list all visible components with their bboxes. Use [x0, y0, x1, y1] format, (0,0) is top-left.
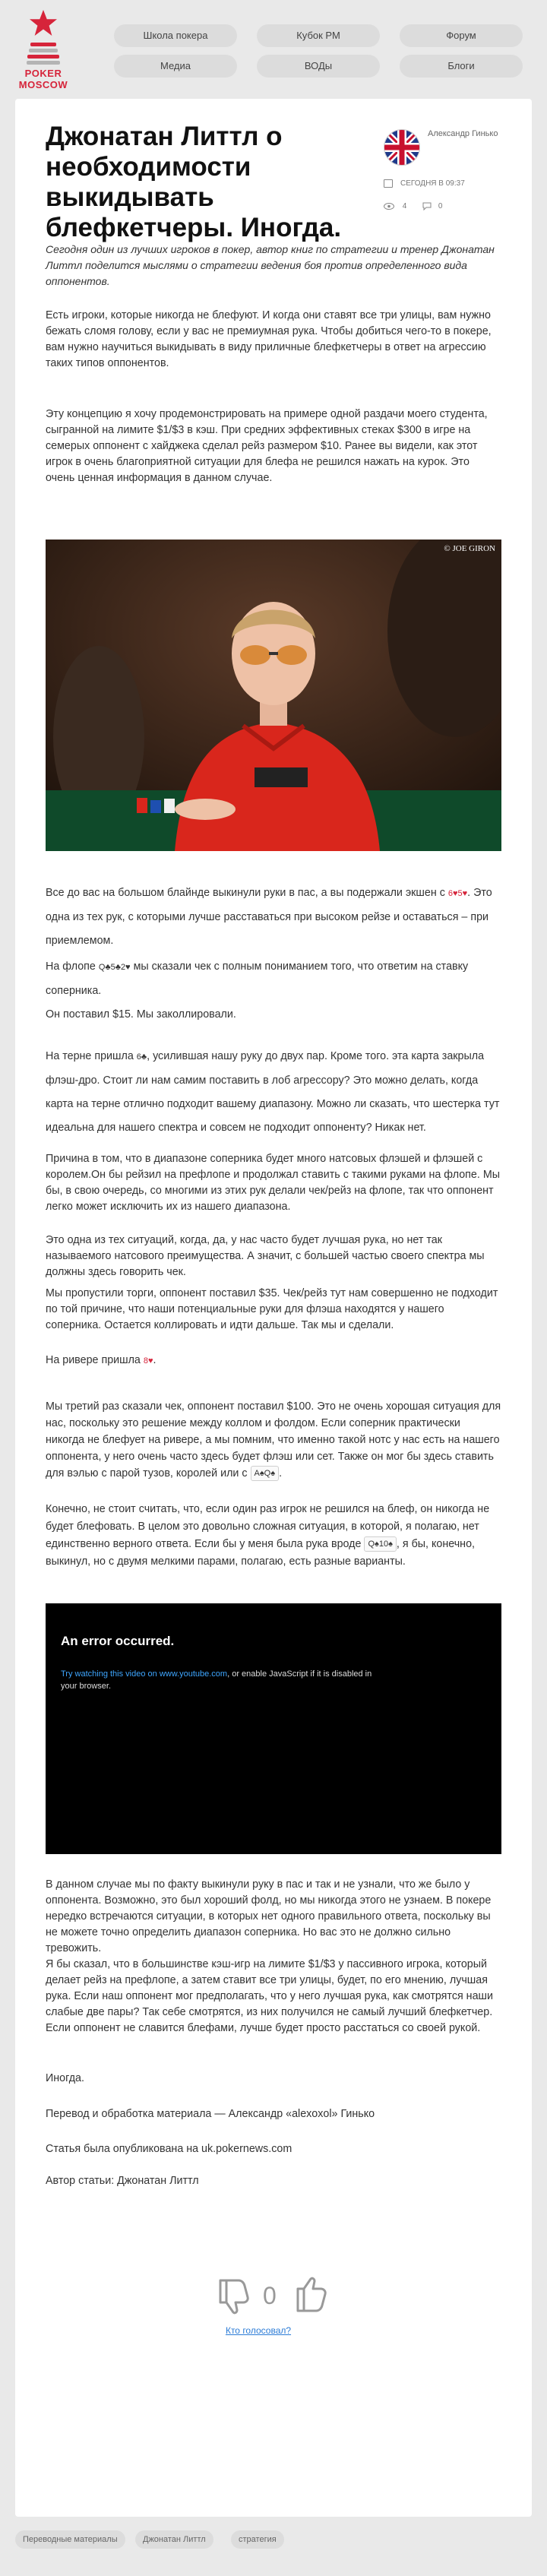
- paragraph-12-text-a: Конечно, не стоит считать, что, если один раз игрок не решился на блеф, он никогда не будет блефовать. В целом это довольно сложная ситуация, в которой, я полагаю, нет единственно верного ответа. Если бы у меня была рука вроде: [46, 1503, 490, 1550]
- nav-media[interactable]: Медиа: [114, 55, 237, 78]
- article-card: [15, 99, 532, 2517]
- tag-list: [15, 2530, 532, 2553]
- hand-chip-aq: A♠Q♠: [251, 1466, 280, 1481]
- article-lead: Сегодня один из лучших игроков в покер, автор книг по стратегии и тренер Джонатан Литтл поделится мыслями о стратегии ведения боя против определенного вида оппонентов.: [46, 243, 495, 287]
- tag-translated[interactable]: Переводные материалы: [15, 2530, 125, 2549]
- paragraph-9: Мы пропустили торги, оппонент поставил $35. Чек/рейз тут нам совершенно не подходит по той причине, что наши потенциальные руки для флэша находятся у нашего соперника. Остается коллировать и идти дальше. Так мы и сделали.: [46, 1287, 498, 1331]
- paragraph-4-text-a: На флопе: [46, 960, 99, 973]
- paragraph-11-text-a: Мы третий раз сказали чек, оппонент поставил $100. Это не очень хорошая ситуация для нас, поскольку это решение между коллом и фолдом. Если соперник практически никогда не блефует на ривере, а мы помним, что именно такой нотс у нас есть на нашего оппонента, у него очень часто здесь будет флэш или сет. Также он мог бы здесь ставить для вэлью с парой тузов, королей или с: [46, 1400, 501, 1479]
- nav-blogs[interactable]: Блоги: [400, 55, 523, 78]
- star-icon: [29, 9, 58, 36]
- paragraph-6-text-b: , усилившая нашу руку до двух пар. Кроме того. эта карта закрыла флэш-дро. Стоит ли нам самим поставить в лоб агрессору? Это можно делать, когда карта на терне отлично подходит вашему диапазону. Можно ли сказать, что шестерка тут идеальна для нашего спектра и совсем не подходит оппоненту? Никак нет.: [46, 1050, 500, 1134]
- hand-chip-q10: Q♠10♠: [364, 1536, 396, 1552]
- article-photo: [46, 540, 501, 851]
- paragraph-4: [46, 955, 501, 1003]
- article-title: Джонатан Литтл о необходимости выкидывать блефкетчеры. Иногда.: [46, 122, 342, 242]
- player-photo-illustration: [46, 540, 501, 851]
- nav-forum[interactable]: Форум: [400, 24, 523, 47]
- eye-icon: [384, 203, 394, 210]
- paragraph-3-text-a: Все до вас на большом блайнде выкинули руки в пас, а вы подержали экшен с: [46, 887, 448, 899]
- vote-count: 0: [263, 2282, 277, 2309]
- logo-text-moscow: MOSCOW: [18, 79, 68, 90]
- video-error-title: An error occurred.: [61, 1634, 175, 1648]
- chip-stack-icon: [27, 43, 60, 65]
- views-count: 4: [402, 202, 407, 210]
- comment-icon: [422, 202, 432, 210]
- paragraph-13: В данном случае мы по факту выкинули руку в пас и так и не узнали, что же было у оппонента. Возможно, это был хороший фолд, но мы никогда этого не узнаем. В покере нередко встречаются ситуации, в которых нет одного правильного ответа, поскольку вы не можете точно определить диапазон соперника. Но вас это не должно сильно тревожить.: [46, 1878, 492, 1954]
- article-stats: [384, 202, 442, 210]
- paragraph-6-text-a: На терне пришла: [46, 1050, 137, 1062]
- turn-card: 6♣: [136, 1052, 147, 1062]
- paragraph-11-text-b: .: [279, 1467, 283, 1479]
- paragraph-18: Автор статьи: Джонатан Литтл: [46, 2175, 199, 2187]
- paragraph-15: Иногда.: [46, 2072, 84, 2084]
- nav-hand-reviews[interactable]: ВОДы: [257, 55, 380, 78]
- thumbs-down-icon[interactable]: [213, 2276, 252, 2315]
- nav-rm-cup[interactable]: Кубок РМ: [257, 24, 380, 47]
- avatar[interactable]: [384, 129, 420, 166]
- nav-poker-school[interactable]: Школа покера: [114, 24, 237, 47]
- paragraph-17: Статья была опубликована на uk.pokernews.com: [46, 2143, 292, 2155]
- flop-cards: Q♣5♣2♥: [98, 963, 131, 972]
- publish-date: [384, 179, 465, 188]
- video-error-rest: , or enable JavaScript if it is disabled in your browser.: [61, 1669, 372, 1691]
- paragraph-12-text-b: , я бы, конечно, выкинул, но с двумя мелкими парами, полагаю, есть разные варианты.: [46, 1538, 475, 1568]
- logo-text-poker: POKER: [24, 68, 62, 79]
- video-error-message: [61, 1668, 387, 1692]
- paragraph-6: [46, 1045, 501, 1140]
- publish-date-text: СЕГОДНЯ В 09:37: [400, 179, 465, 188]
- paragraph-16: Перевод и обработка материала — Александр «alexoxol» Гинько: [46, 2108, 375, 2120]
- photo-credit: © JOE GIRON: [444, 544, 495, 553]
- tag-jonathan-little[interactable]: Джонатан Литтл: [135, 2530, 213, 2549]
- flag-avatar-icon: [384, 130, 419, 165]
- comments-count: 0: [438, 202, 443, 210]
- paragraph-4-text-b: мы сказали чек с полным пониманием того, что ответим на ставку соперника.: [46, 960, 469, 997]
- tag-strategy[interactable]: стратегия: [231, 2530, 284, 2549]
- river-card: 8♥: [143, 1356, 153, 1366]
- paragraph-3-text-b: . Это одна из тех рук, с которыми лучше расставаться при высоком рейзе и оставаться – при приемлемом.: [46, 887, 492, 947]
- thumbs-up-icon[interactable]: [290, 2276, 330, 2315]
- youtube-link[interactable]: Try watching this video on www.youtube.com: [61, 1669, 228, 1679]
- paragraph-2: Эту концепцию я хочу продемонстрировать на примере одной раздачи моего студента, сыгранной на лимите $1/$3 в кэш. При средних эффективных стеках $300 в игре на семерых оппонент с хайджека сделал рейз размером $10. Ранее вы видели, как этот игрок в очень благоприятной ситуации для блефа не решился нажать на курок. Это очень ценная информация в данном случае.: [46, 408, 488, 484]
- paragraph-10: [46, 1349, 501, 1373]
- paragraph-1: Есть игроки, которые никогда не блефуют. И когда они ставят все три улицы, вам нужно бежать сломя голову, если у вас не премиумная рука. Чтобы добиться чего-то в покере, вам нужно научиться выкидывать в виду приличные блефкетчеры в ответ на агрессию таких типов оппонентов.: [46, 309, 492, 369]
- paragraph-10-text-a: На ривере пришла: [46, 1354, 144, 1366]
- paragraph-3: [46, 881, 501, 953]
- paragraph-10-text-b: .: [153, 1354, 157, 1366]
- site-header: [0, 0, 547, 99]
- paragraph-14: Я бы сказал, что в большинстве кэш-игр на лимите $1/$3 у пассивного игрока, который делает рейз на префлопе, а затем ставит все три улицы, будет, по его мнению, лучшая рука. Если наш оппонент мог предполагать, что у него лучшая рука, как смотрятся наши слабые две пары? Так себе смотрятся, из них получился не самый лучший блефкетчер. Если оппонент не славится блефами, лучше будет просто расстаться со своей рукой.: [46, 1958, 493, 2034]
- vote-widget: [198, 2276, 349, 2321]
- paragraph-8: Это одна из тех ситуаций, когда, да, у нас часто будет лучшая рука, но нет так называемого натсового преимущества. А значит, с большей частью своего спектра мы должны здесь говорить чек.: [46, 1234, 485, 1278]
- site-logo[interactable]: [17, 9, 70, 93]
- calendar-icon: [384, 179, 393, 188]
- hole-cards: 6♥5♥: [447, 889, 468, 898]
- paragraph-7: Причина в том, что в диапазоне соперника будет много натсовых флэшей и флэшей с королем.Он бы рейзил на префлопе и продолжал ставить с такими руками на флопе. Мы бы, в свою очередь, со многими из этих рук делали чек/рейз на флопе, так что оппонент легко может исключить их из нашего диапазона.: [46, 1153, 501, 1213]
- author-name[interactable]: Александр Гинько: [428, 129, 498, 138]
- video-embed[interactable]: [46, 1603, 501, 1854]
- who-voted-link[interactable]: Кто голосовал?: [225, 2325, 292, 2336]
- paragraph-11: [46, 1398, 501, 1482]
- paragraph-12: [46, 1501, 501, 1571]
- paragraph-5: Он поставил $15. Мы заколлировали.: [46, 1008, 236, 1021]
